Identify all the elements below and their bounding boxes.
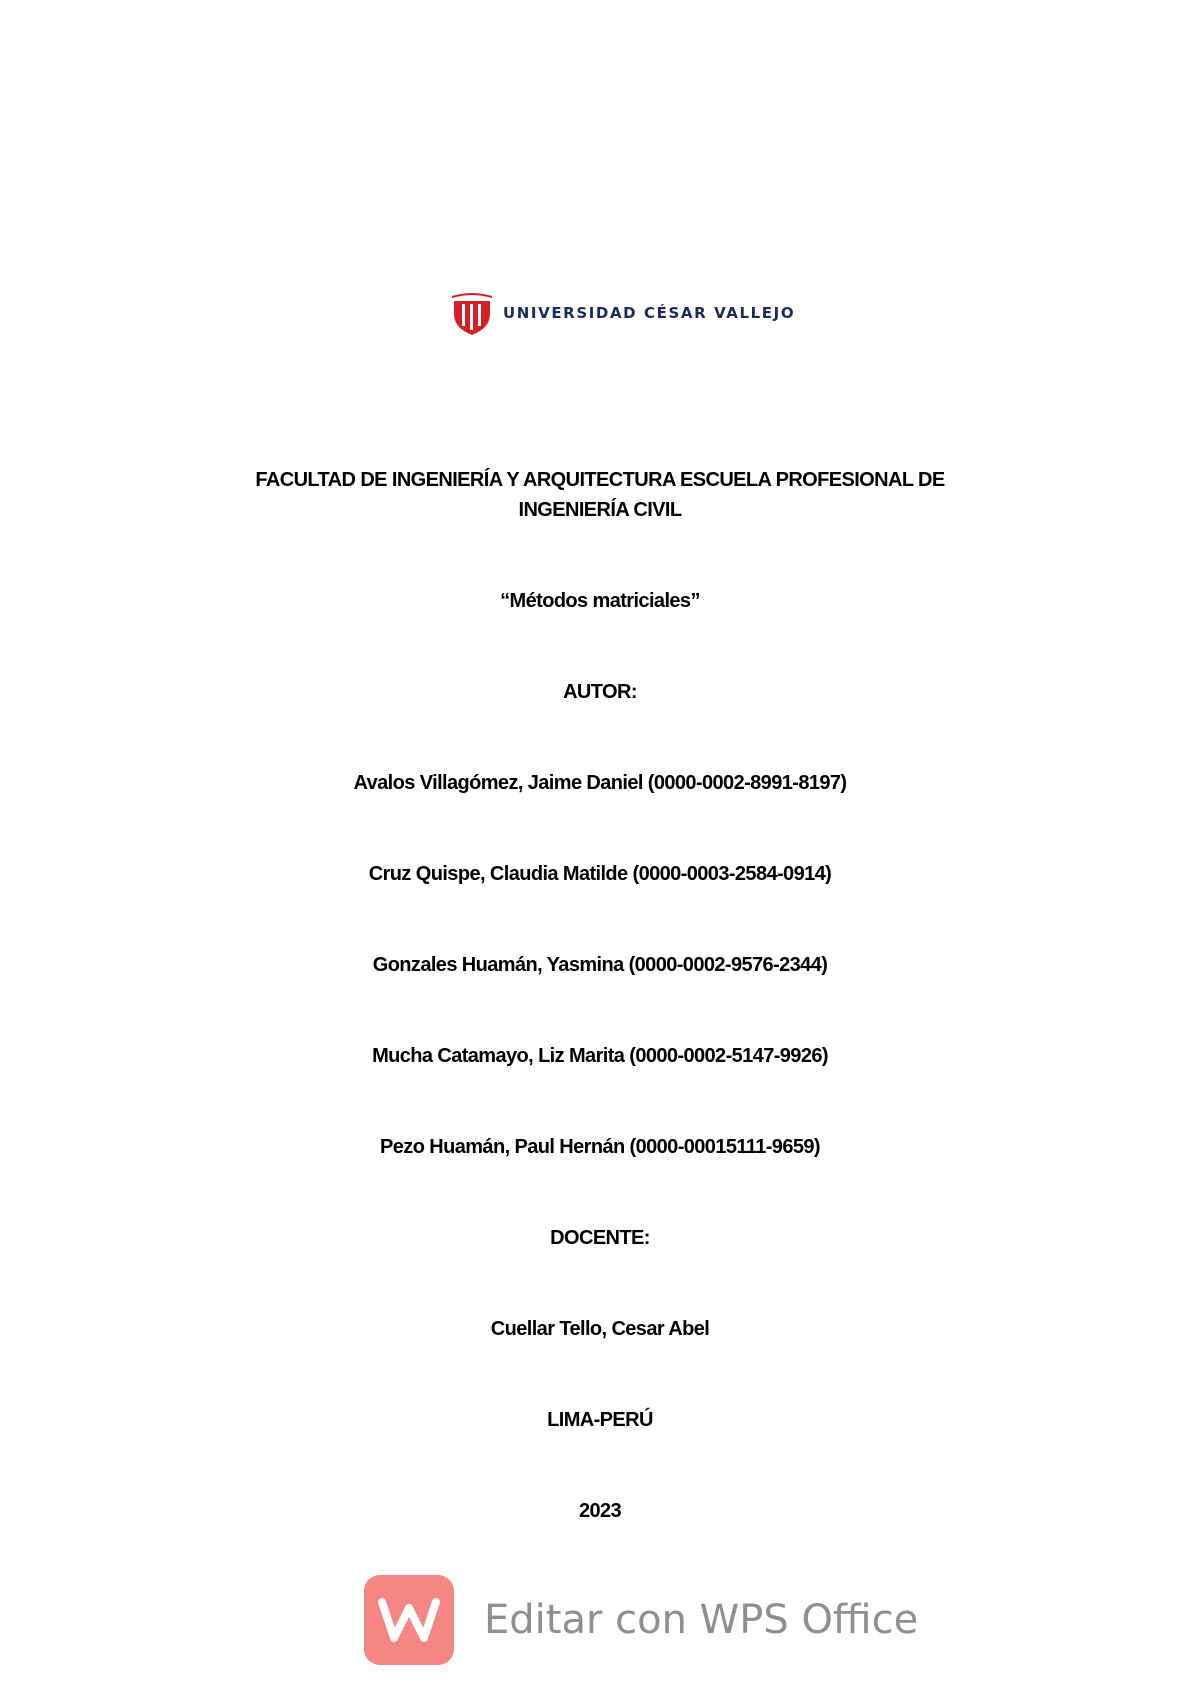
teacher-label: DOCENTE: — [550, 1227, 650, 1249]
university-logo — [450, 290, 795, 336]
year: 2023 — [578, 1500, 622, 1522]
wps-office-icon[interactable] — [364, 1575, 454, 1665]
university-name: UNIVERSIDAD CÉSAR VALLEJO — [503, 304, 796, 322]
author-line: Cruz Quispe, Claudia Matilde (0000-0003-2584-0914) — [368, 863, 832, 885]
wps-edit-banner[interactable] — [364, 1575, 918, 1665]
ucv-shield-icon — [450, 290, 494, 336]
author-line: Mucha Catamayo, Liz Marita (0000-0002-5147-9926) — [372, 1045, 828, 1067]
author-line: Gonzales Huamán, Yasmina (0000-0002-9576-2344) — [372, 954, 828, 976]
teacher-name: Cuellar Tello, Cesar Abel — [490, 1318, 710, 1340]
wps-edit-text[interactable]: Editar con WPS Office — [484, 1597, 919, 1643]
document-title: “Métodos matriciales” — [500, 590, 700, 612]
faculty-heading: FACULTAD DE INGENIERÍA Y ARQUITECTURA ESCUELA PROFESIONAL DE INGENIERÍA CIVIL — [255, 469, 945, 521]
location: LIMA-PERÚ — [547, 1409, 653, 1431]
author-label: AUTOR: — [563, 681, 637, 703]
author-line: Avalos Villagómez, Jaime Daniel (0000-0002-8991-8197) — [353, 772, 847, 794]
author-line: Pezo Huamán, Paul Hernán (0000-00015111-9659) — [380, 1136, 820, 1158]
